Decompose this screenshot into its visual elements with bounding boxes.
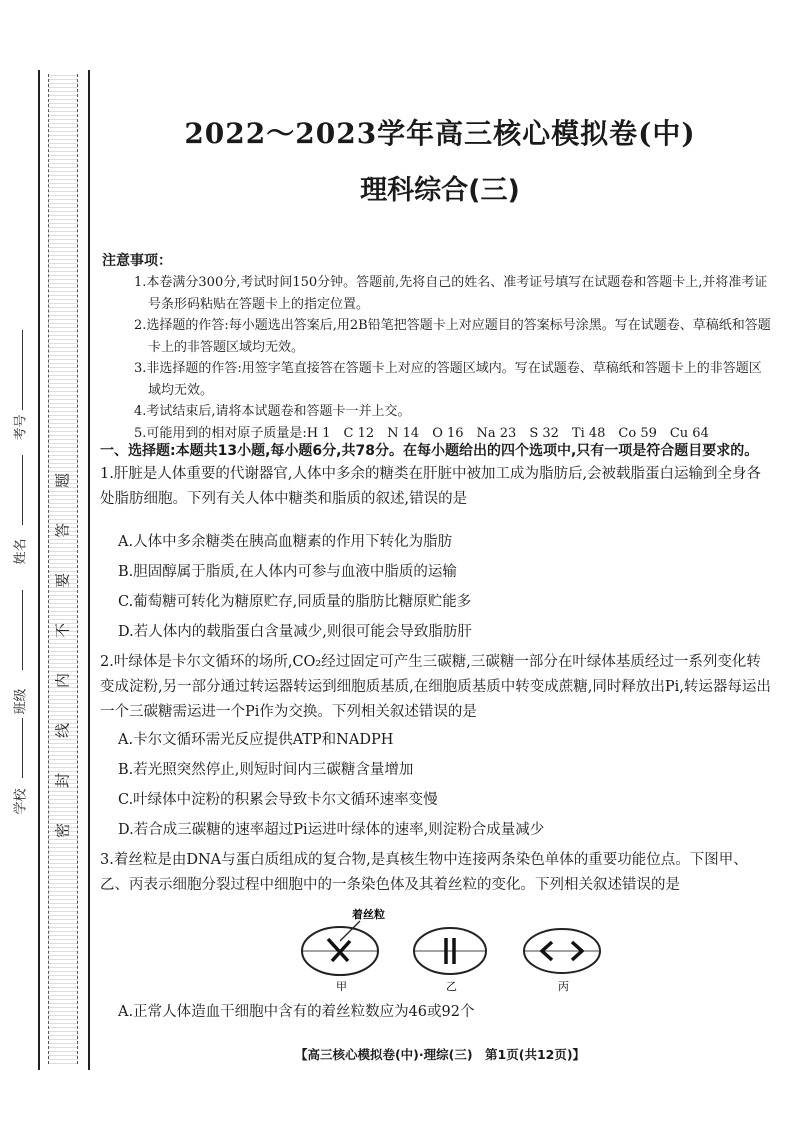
- option-a: A.卡尔文循环需光反应提供ATP和NADPH: [118, 732, 394, 748]
- label-bing: 丙: [558, 980, 569, 993]
- callout-label: 着丝粒: [352, 908, 385, 921]
- notice-item: 5.可能用到的相对原子质量是:H 1 C 12 N 14 O 16 Na 23 S 32 Ti 48 Co 59 Cu 64: [134, 425, 709, 441]
- option-d: D.若合成三碳糖的速率超过Pi运进叶绿体的速率,则淀粉合成量减少: [118, 822, 545, 838]
- seal-char: 线: [53, 723, 72, 739]
- field-exam-number: 考号: [13, 414, 29, 441]
- chromosome-jia: [328, 939, 350, 961]
- seal-char: 内: [53, 673, 72, 689]
- question-stem: 3.着丝粒是由DNA与蛋白质组成的复合物,是真核生物中连接两条染色单体的重要功能位点。下图甲、乙、丙表示细胞分裂过程中细胞中的一条染色体及其着丝粒的变化。下列相关叙述错误的是: [100, 852, 748, 893]
- exam-title: 2022～2023学年高三核心模拟卷(中): [184, 117, 696, 150]
- seal-char: 要: [53, 573, 72, 589]
- option-b: B.胆固醇属于脂质,在人体内可参与血液中脂质的运输: [118, 564, 457, 580]
- notice-list: [134, 272, 774, 444]
- field-name: 姓名: [13, 538, 29, 565]
- notice-item: 1.本卷满分300分,考试时间150分钟。答题前,先将自己的姓名、准考证号填写在试题卷和答题卡上,并将准考证号条形码粘贴在答题卡上的指定位置。: [134, 275, 768, 312]
- option-c: C.叶绿体中淀粉的积累会导致卡尔文循环速率变慢: [118, 792, 438, 808]
- chromosome-diagram: [300, 906, 660, 996]
- field-class: 班级: [13, 688, 29, 715]
- option-a: A.正常人体造血干细胞中含有的着丝粒数应为46或92个: [118, 1004, 475, 1020]
- notice-item: 3.非选择题的作答:用签字笔直接答在答题卡上对应的答题区域内。写在试题卷、草稿纸和答题卡上的非答题区域均无效。: [134, 361, 762, 398]
- label-jia: 甲: [336, 980, 347, 993]
- question-stem: 2.叶绿体是卡尔文循环的场所,CO₂经过固定可产生三碳糖,三碳糖一部分在叶绿体基质经过一系列变化转变成淀粉,另一部分通过转运器转运到细胞质基质,在细胞质基质中转变成蔗糖,同时释放出Pi,转运器每运出一个三碳糖需运进一个Pi作为交换。下列相关叙述错误的是: [100, 654, 771, 720]
- seal-char: 题: [53, 473, 72, 489]
- field-line: [22, 590, 23, 670]
- question-stem: 1.肝脏是人体重要的代谢器官,人体中多余的糖类在肝脏中被加工成为脂肪后,会被载脂蛋白运输到全身各处脂肪细胞。下列有关人体中糖类和脂质的叙述,错误的是: [100, 466, 762, 507]
- option-a: A.人体中多余糖类在胰高血糖素的作用下转化为脂肪: [118, 534, 453, 550]
- section-heading: 一、选择题:本题共13小题,每小题6分,共78分。在每小题给出的四个选项中,只有一项是符合题目要求的。: [100, 443, 759, 459]
- label-yi: 乙: [446, 980, 457, 993]
- field-line: [22, 718, 23, 778]
- callout-pointer: [340, 921, 360, 941]
- binding-strip: [38, 70, 90, 1070]
- field-line: [22, 455, 23, 525]
- seal-char: 不: [53, 623, 72, 639]
- seal-char: 答: [53, 523, 72, 539]
- page-footer: 【高三核心模拟卷(中)·理综(三) 第1页(共12页)】: [294, 1047, 586, 1062]
- option-c: C.葡萄糖可转化为糖原贮存,同质量的脂肪比糖原贮能多: [118, 594, 472, 610]
- field-line: [22, 330, 23, 410]
- notice-heading: 注意事项：: [102, 253, 172, 269]
- field-school: 学校: [13, 788, 29, 815]
- option-b: B.若光照突然停止,则短时间内三碳糖含量增加: [118, 762, 414, 778]
- notice-item: 4.考试结束后,请将本试题卷和答题卡一并上交。: [134, 404, 411, 419]
- seal-char: 密: [53, 823, 72, 839]
- notice-item: 2.选择题的作答:每小题选出答案后,用2B铅笔把答题卡上对应题目的答案标号涂黑。写在试题卷、草稿纸和答题卡上的非答题区域均无效。: [134, 318, 771, 355]
- seal-char: 封: [53, 773, 72, 789]
- exam-subtitle: 理科综合(三): [360, 175, 520, 206]
- option-d: D.若人体内的载脂蛋白含量减少,则很可能会导致脂肪肝: [118, 624, 472, 640]
